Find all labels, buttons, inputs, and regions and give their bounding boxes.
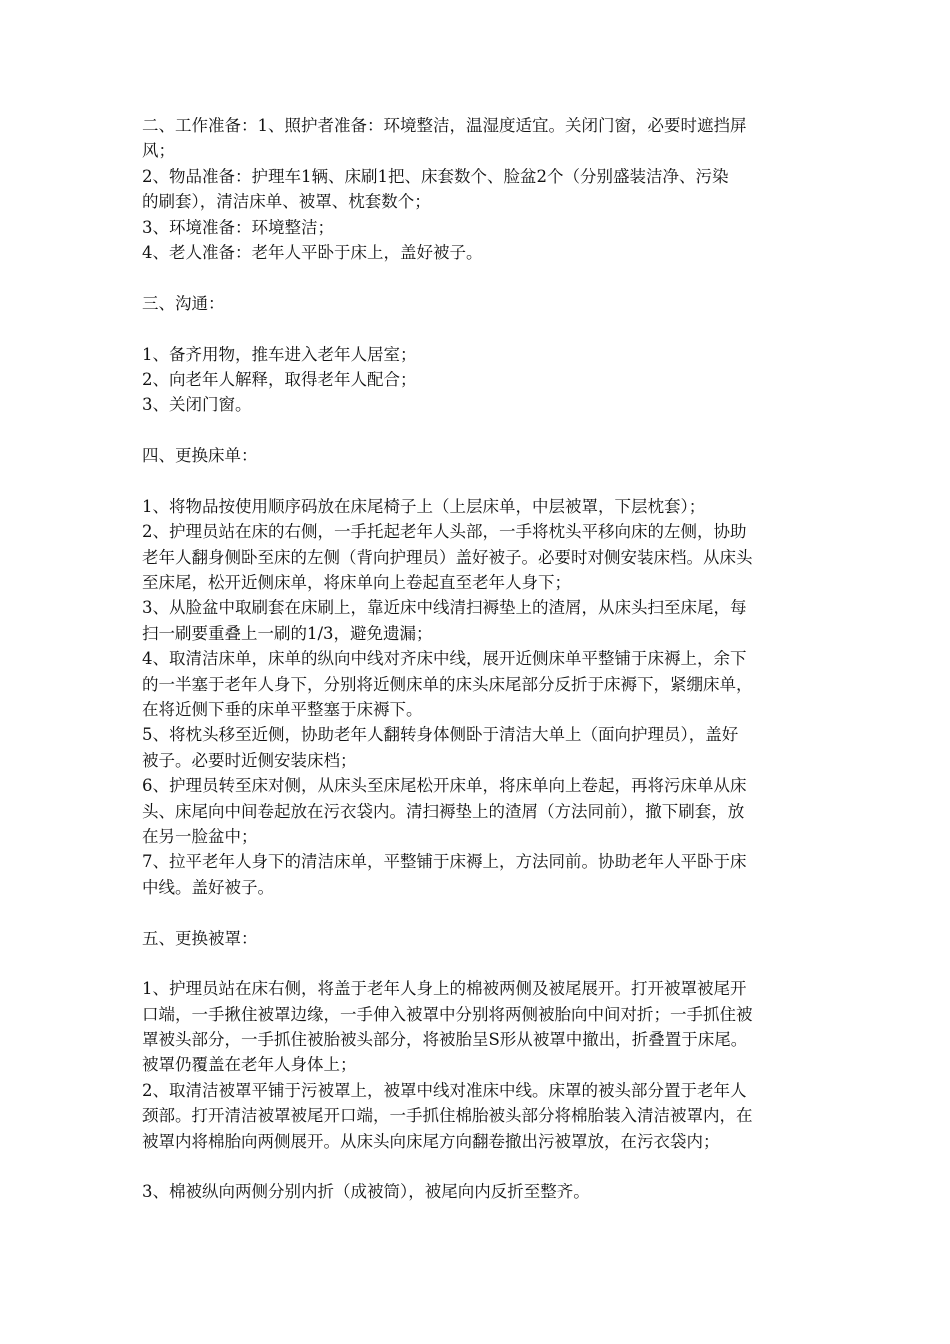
spacer (142, 900, 858, 925)
list-item: 2、向老年人解释，取得老年人配合； (142, 369, 417, 389)
paragraph-line: 至床尾，松开近侧床单，将床单向上卷起直至老年人身下； (142, 573, 571, 593)
spacer (142, 265, 858, 290)
paragraph-line: 在另一脸盆中； (142, 826, 258, 846)
paragraph-line: 扫一刷要重叠上一刷的1/3，避免遗漏； (142, 623, 433, 643)
document-body (142, 113, 858, 1205)
paragraph-line: 7、拉平老年人身下的清洁床单，平整铺于床褥上，方法同前。协助老年人平卧于床 (142, 852, 747, 872)
paragraph-line: 1、将物品按使用顺序码放在床尾椅子上（上层床单，中层被罩，下层枕套）； (142, 496, 706, 516)
spacer (142, 418, 858, 443)
spacer (142, 951, 858, 976)
section-change-sheet (142, 443, 858, 900)
paragraph-line: 被罩仍覆盖在老年人身体上； (142, 1055, 357, 1075)
spacer (142, 468, 858, 493)
paragraph-line: 被子。必要时近侧安装床档； (142, 750, 357, 770)
paragraph-line: 4、老人准备：老年人平卧于床上，盖好被子。 (142, 242, 483, 262)
spacer (142, 316, 858, 341)
paragraph-line: 5、将枕头移至近侧，协助老年人翻转身体侧卧于清洁大单上（面向护理员），盖好 (142, 725, 739, 745)
paragraph-line: 在将近侧下垂的床单平整塞于床褥下。 (142, 699, 423, 719)
paragraph-line: 2、物品准备：护理车1辆、床刷1把、床套数个、脸盆2个（分别盛装洁净、污染 (142, 166, 729, 186)
paragraph-line: 的一半塞于老年人身下，分别将近侧床单的床头床尾部分反折于床褥下，紧绷床单， (142, 674, 753, 694)
paragraph-line: 2、取清洁被罩平铺于污被罩上，被罩中线对准床中线。床罩的被头部分置于老年人 (142, 1080, 747, 1100)
paragraph-line: 1、护理员站在床右侧，将盖于老年人身上的棉被两侧及被尾展开。打开被罩被尾开 (142, 979, 747, 999)
paragraph-line: 3、从脸盆中取刷套在床刷上，靠近床中线清扫褥垫上的渣屑，从床头扫至床尾，每 (142, 598, 747, 618)
paragraph-line: 二、工作准备：1、照护者准备：环境整洁，温湿度适宜。关闭门窗，必要时遮挡屏 (142, 116, 747, 135)
section-heading: 五、更换被罩： (142, 928, 258, 948)
paragraph-line: 颈部。打开清洁被罩被尾开口端，一手抓住棉胎被头部分将棉胎装入清洁被罩内，在 (142, 1106, 753, 1126)
paragraph-line: 口端，一手揪住被罩边缘，一手伸入被罩中分别将两侧被胎向中间对折；一手抓住被 (142, 1004, 753, 1024)
paragraph-line: 6、护理员转至床对侧，从床头至床尾松开床单，将床单向上卷起，再将污床单从床 (142, 776, 747, 796)
section-heading: 三、沟通： (142, 293, 225, 313)
spacer (142, 1154, 858, 1179)
paragraph-line: 3、棉被纵向两侧分别内折（成被筒），被尾向内反折至整齐。 (142, 1182, 590, 1202)
paragraph-line: 老年人翻身侧卧至床的左侧（背向护理员）盖好被子。必要时对侧安装床档。从床头 (142, 547, 753, 567)
section-change-quilt-cover (142, 926, 858, 1205)
paragraph-line: 3、环境准备：环境整洁； (142, 217, 334, 237)
paragraph-line: 的刷套），清洁床单、被罩、枕套数个； (142, 192, 431, 212)
paragraph-line: 4、取清洁床单，床单的纵向中线对齐床中线，展开近侧床单平整铺于床褥上，余下 (142, 649, 747, 669)
list-item: 3、关闭门窗。 (142, 395, 252, 415)
paragraph-line: 罩被头部分，一手抓住被胎被头部分，将被胎呈S形从被罩中撤出，折叠置于床尾。 (142, 1030, 748, 1050)
paragraph-line: 风； (142, 141, 175, 161)
list-item: 1、备齐用物，推车进入老年人居室； (142, 344, 417, 364)
paragraph-line: 中线。盖好被子。 (142, 877, 274, 897)
section-heading: 四、更换床单： (142, 446, 258, 466)
section-communication (142, 291, 858, 418)
paragraph-line: 2、护理员站在床的右侧，一手托起老年人头部，一手将枕头平移向床的左侧，协助 (142, 522, 747, 542)
paragraph-line: 被罩内将棉胎向两侧展开。从床头向床尾方向翻卷撤出污被罩放，在污衣袋内； (142, 1131, 720, 1151)
paragraph-line: 头、床尾向中间卷起放在污衣袋内。清扫褥垫上的渣屑（方法同前），撤下刷套，放 (142, 801, 745, 821)
section-work-prep (142, 113, 858, 265)
